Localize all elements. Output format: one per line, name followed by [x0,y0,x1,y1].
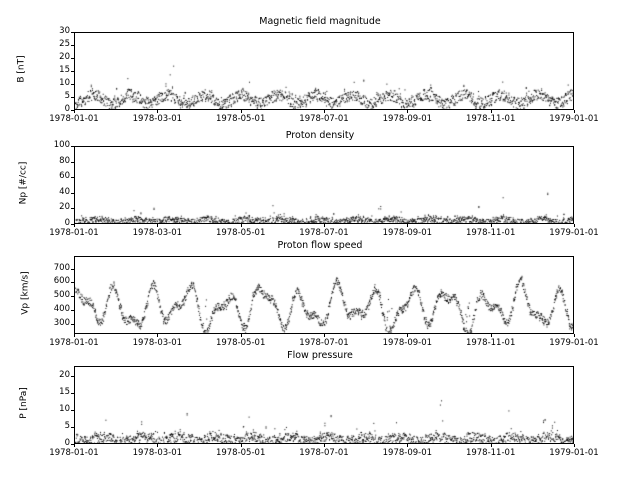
x-tick-mark [491,224,492,227]
x-tick-mark [491,334,492,337]
panel-title-proton-density: Proton density [285,130,355,141]
x-tick-mark [324,334,325,337]
panel-title-flow-pressure: Flow pressure [287,350,353,361]
plot-area-proton-density [74,146,574,224]
y-axis-label-proton-flow-speed: Vp [km/s] [20,271,31,315]
panel-proton-flow-speed [0,240,640,350]
y-tick-mark [71,282,74,283]
y-tick-label: 400 [53,304,70,315]
x-tick-mark [324,110,325,113]
x-tick-label: 1979-01-01 [549,114,599,124]
x-tick-label: 1979-01-01 [549,228,599,238]
x-tick-label: 1978-01-01 [49,338,99,348]
y-tick-mark [71,324,74,325]
x-tick-mark [74,334,75,337]
x-tick-mark [407,444,408,447]
x-tick-label: 1978-09-01 [382,228,433,238]
x-tick-label: 1978-05-01 [215,228,266,238]
y-axis-label-magnetic-field: B [nT] [16,55,27,83]
x-tick-label: 1978-03-01 [132,448,183,458]
x-tick-mark [324,444,325,447]
x-tick-mark [574,110,575,113]
y-tick-label: 40 [59,186,70,197]
y-tick-label: 10 [59,78,70,88]
x-tick-mark [324,224,325,227]
y-tick-mark [71,84,74,85]
y-tick-mark [71,376,74,377]
x-tick-label: 1978-07-01 [299,338,349,348]
x-tick-mark [241,110,242,113]
x-tick-mark [157,110,158,113]
x-tick-label: 1979-01-01 [549,338,599,348]
y-tick-mark [71,296,74,297]
data-points-magnetic-field-magnitude [75,33,574,110]
y-tick-label: 20 [59,52,70,62]
x-tick-label: 1978-11-01 [465,448,516,458]
x-tick-mark [407,110,408,113]
x-tick-label: 1978-05-01 [215,448,266,458]
y-tick-label: 80 [59,155,70,166]
x-tick-label: 1978-11-01 [465,114,516,124]
x-tick-mark [574,444,575,447]
y-tick-mark [71,58,74,59]
x-tick-mark [491,444,492,447]
x-tick-label: 1978-11-01 [465,338,516,348]
panel-proton-density [0,130,640,240]
plot-area-magnetic-field [74,32,574,110]
y-tick-mark [71,427,74,428]
x-tick-label: 1978-07-01 [299,228,349,238]
plot-area-proton-flow-speed [74,256,574,334]
y-tick-label: 5 [64,91,70,101]
x-tick-mark [157,334,158,337]
y-tick-label: 500 [53,290,70,301]
x-tick-mark [574,224,575,227]
x-tick-label: 1978-03-01 [132,114,183,124]
x-tick-label: 1978-01-01 [49,228,99,238]
x-tick-label: 1978-09-01 [382,114,433,124]
x-tick-mark [407,334,408,337]
panel-title-proton-flow-speed: Proton flow speed [277,240,363,251]
x-tick-label: 1978-07-01 [299,114,349,124]
y-tick-mark [71,410,74,411]
x-tick-label: 1978-03-01 [132,228,183,238]
panel-magnetic-field [0,0,640,130]
x-tick-label: 1978-07-01 [299,448,349,458]
y-tick-mark [71,97,74,98]
x-tick-label: 1978-11-01 [465,228,516,238]
data-points-flow-pressure [75,367,574,444]
y-tick-label: 25 [59,39,70,49]
x-tick-label: 1978-05-01 [215,114,266,124]
x-tick-label: 1978-09-01 [382,338,433,348]
y-tick-mark [71,393,74,394]
data-points-proton-density [75,147,574,224]
y-tick-label: 0 [64,218,70,228]
y-tick-mark [71,310,74,311]
x-tick-mark [74,444,75,447]
y-tick-label: 15 [59,387,70,398]
y-tick-label: 300 [53,318,70,329]
x-tick-mark [574,334,575,337]
y-tick-label: 20 [59,202,70,213]
x-tick-label: 1978-05-01 [215,338,266,348]
y-tick-label: 5 [64,421,70,432]
y-tick-label: 60 [59,171,70,182]
x-tick-label: 1978-09-01 [382,448,433,458]
x-tick-mark [241,334,242,337]
y-tick-mark [71,269,74,270]
x-tick-mark [241,444,242,447]
y-tick-label: 700 [53,262,70,273]
y-axis-label-proton-density: Np [#/cc] [18,161,29,205]
y-axis-label-flow-pressure: P [nPa] [18,387,29,419]
y-tick-mark [71,177,74,178]
y-tick-mark [71,162,74,163]
y-tick-mark [71,208,74,209]
x-tick-mark [407,224,408,227]
x-tick-label: 1978-01-01 [49,114,99,124]
x-tick-mark [157,444,158,447]
x-tick-mark [74,224,75,227]
y-tick-label: 10 [59,404,70,415]
panel-title-magnetic-field: Magnetic field magnitude [259,16,381,27]
y-tick-label: 15 [59,65,70,75]
x-tick-label: 1978-03-01 [132,338,183,348]
x-tick-label: 1979-01-01 [549,448,599,458]
y-tick-label: 0 [64,104,70,114]
data-points-proton-flow-speed [75,257,574,334]
y-tick-mark [71,71,74,72]
y-tick-label: 100 [53,140,70,150]
x-tick-mark [491,110,492,113]
y-tick-mark [71,146,74,147]
plot-area-flow-pressure [74,366,574,444]
y-tick-label: 30 [59,26,70,36]
y-tick-mark [71,45,74,46]
x-tick-mark [241,224,242,227]
y-tick-label: 600 [53,276,70,287]
y-tick-mark [71,32,74,33]
x-tick-mark [74,110,75,113]
y-tick-label: 0 [64,438,70,448]
x-tick-mark [157,224,158,227]
y-tick-mark [71,193,74,194]
x-tick-label: 1978-01-01 [49,448,99,458]
y-tick-label: 20 [59,370,70,381]
